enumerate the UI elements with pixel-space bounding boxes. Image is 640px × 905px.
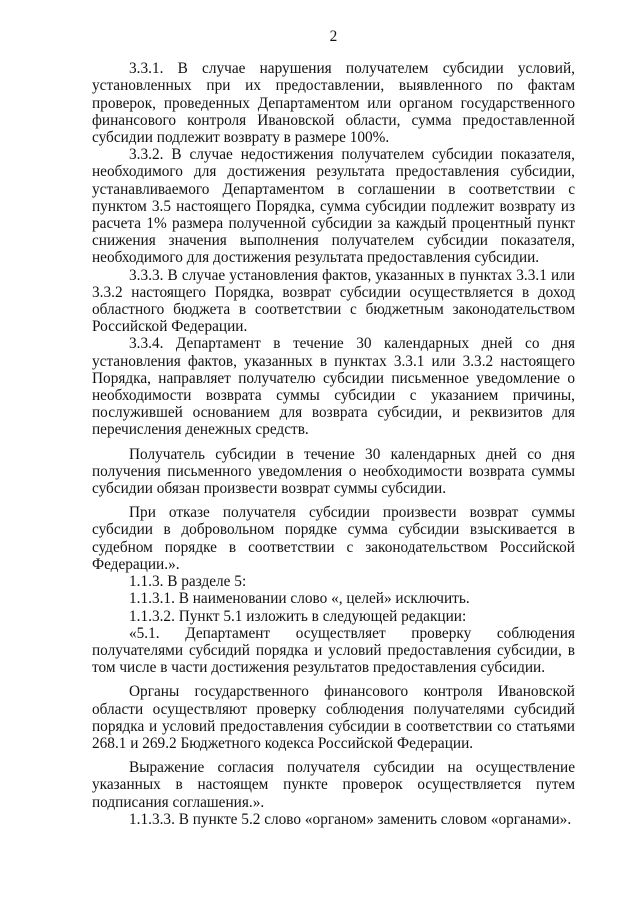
paragraph-3-3-2: 3.3.2. В случае недостижения получателем субсидии показателя, необходимого для достижения результата предоставления субсидии, устанавливаемого Департаментом в соглашении в соответствии с пунктом 3.5 настоящего Порядка, сумма субсидии подлежит возврату из расчета 1% размера полученной субсидии за каждый процентный пункт снижения значения выполнения получателем субсидии показателя, необходимого для достижения результата предоставления субсидии. [92,146,575,267]
paragraph-3-3-3: 3.3.3. В случае установления фактов, указанных в пунктах 3.3.1 или 3.3.2 настоящего Порядка, возврат субсидии осуществляется в доход областного бюджета в соответствии с бюджетным законодательством Российской Федерации. [92,266,575,336]
paragraph-consent: Выражение согласия получателя субсидии на осуществление указанных в настоящем пункте проверок осуществляется путем подписания соглашения.». [92,759,575,811]
paragraph-recipient-return: Получатель субсидии в течение 30 календарных дней со дня получения письменного уведомления о необходимости возврата суммы субсидии обязан произвести возврат суммы субсидии. [92,445,575,498]
paragraph-5-1: «5.1. Департамент осуществляет проверку соблюдения получателями субсидий порядка и условий предоставления субсидии, в том числе в части достижения результатов предоставления субсидии. [92,624,575,677]
paragraph-1-1-3-2: 1.1.3.2. Пункт 5.1 изложить в следующей редакции: [129,607,467,625]
paragraph-3-3-4: 3.3.4. Департамент в течение 30 календарных дней со дня установления фактов, указанных в пунктах 3.3.1 или 3.3.2 настоящего Порядка, направляет получателю субсидии письменное уведомление о необходимости возврата суммы субсидии с указанием причины, послужившей основанием для возврата субсидии, и реквизитов для перечисления денежных средств. [92,335,575,439]
paragraph-1-1-3: 1.1.3. В разделе 5: [129,573,247,591]
paragraph-control-bodies: Органы государственного финансового контроля Ивановской области осуществляют проверку соблюдения получателями субсидий порядка и условий предоставления субсидии в соответствии со статьями 268.1 и 269.2 Бюджетного кодекса Российской Федерации. [92,683,575,752]
paragraph-3-3-1: 3.3.1. В случае нарушения получателем субсидии условий, установленных при их предоставлении, выявленного по фактам проверок, проведенных Департаментом или органом государственного финансового контроля Ивановской области, сумма предоставленной субсидии подлежит возврату в размере 100%. [92,60,575,147]
page-number: 2 [329,28,338,45]
paragraph-1-1-3-3: 1.1.3.3. В пункте 5.2 слово «органом» заменить словом «органами». [129,810,572,828]
paragraph-1-1-3-1: 1.1.3.1. В наименовании слово «, целей» исключить. [129,590,470,608]
paragraph-refusal-recovery: При отказе получателя субсидии произвести возврат суммы субсидии в добровольном порядке сумма субсидии взыскивается в судебном порядке в соответствии с законодательством Российской Федерации.». [92,504,575,573]
document-page [92,28,575,828]
